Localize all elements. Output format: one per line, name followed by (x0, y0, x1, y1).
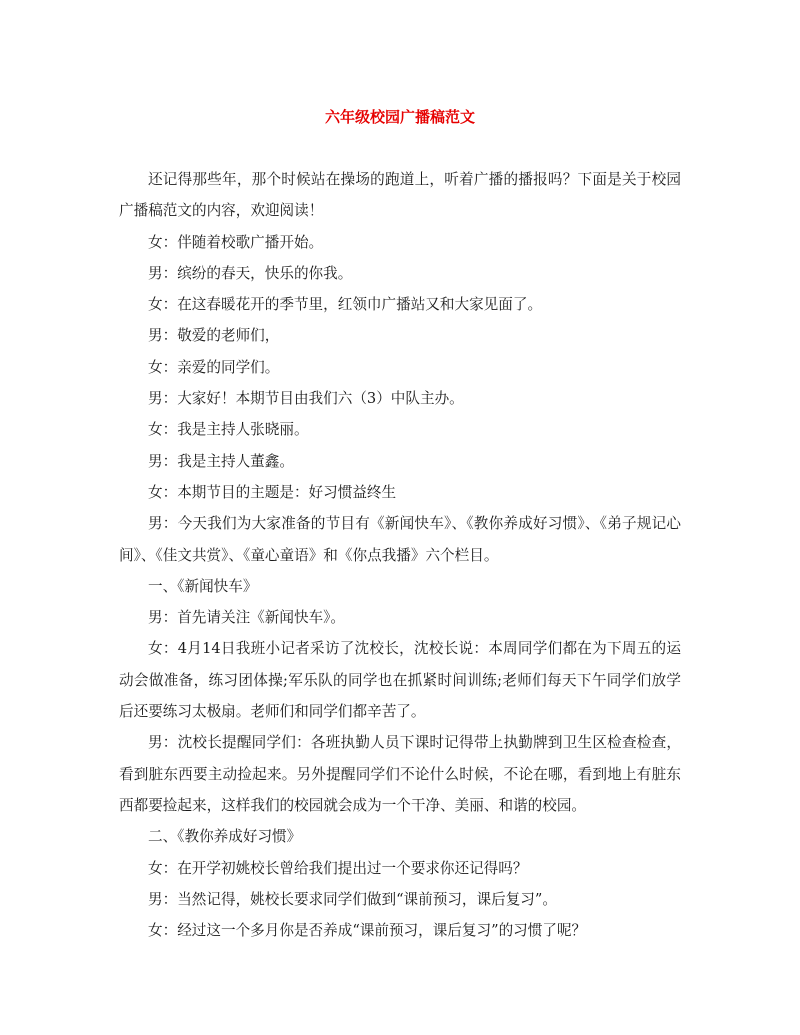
paragraph: 女：4月14日我班小记者采访了沈校长，沈校长说：本周同学们都在为下周五的运动会做准备，练习团体操;军乐队的同学也在抓紧时间训练;老师们每天下午同学们放学后还要练习太极扇。老师们和同学们都辛苦了。 (119, 640, 681, 721)
paragraph: 女：在开学初姚校长曾给我们提出过一个要求你还记得吗？ (148, 859, 528, 877)
paragraph: 男：当然记得，姚校长要求同学们做到“课前预习，课后复习”。 (148, 890, 557, 908)
paragraph: 女：在这春暖花开的季节里，红领巾广播站又和大家见面了。 (148, 296, 543, 314)
section-heading: 二、《教你养成好习惯》 (148, 828, 302, 846)
document-title: 六年级校园广播稿范文 (324, 108, 475, 126)
paragraph: 男：沈校长提醒同学们：各班执勤人员下课时记得带上执勤牌到卫生区检查检查，看到脏东西要主动捡起来。另外提醒同学们不论什么时候，不论在哪，看到地上有脏东西都要捡起来，这样我们的校园就会成为一个干净、美丽、和谐的校园。 (119, 734, 681, 814)
paragraph: 男：大家好！本期节目由我们六（3）中队主办。 (148, 390, 464, 408)
paragraph: 女：经过这一个多月你是否养成“课前预习，课后复习”的习惯了呢？ (148, 922, 587, 940)
paragraph: 女：我是主持人张晓丽。 (148, 421, 309, 439)
paragraph: 男：首先请关注《新闻快车》。 (148, 609, 346, 627)
paragraph: 男：我是主持人董鑫。 (148, 452, 294, 470)
paragraph: 女：伴随着校歌广播开始。 (148, 233, 324, 251)
document-body (119, 164, 681, 946)
paragraph: 男：敬爱的老师们， (148, 327, 280, 345)
paragraph: 女：本期节目的主题是：好习惯益终生 (148, 483, 397, 501)
paragraph: 男：今天我们为大家准备的节目有《新闻快车》、《教你养成好习惯》、《弟子规记心间》、《佳文共赏》、《童心童语》和《你点我播》六个栏目。 (119, 515, 681, 564)
section-heading: 一、《新闻快车》 (148, 577, 258, 595)
paragraph: 男：缤纷的春天，快乐的你我。 (148, 264, 353, 282)
paragraph: 还记得那些年，那个时候站在操场的跑道上，听着广播的播报吗？下面是关于校园广播稿范文的内容，欢迎阅读！ (119, 171, 681, 220)
paragraph: 女：亲爱的同学们。 (148, 358, 280, 376)
